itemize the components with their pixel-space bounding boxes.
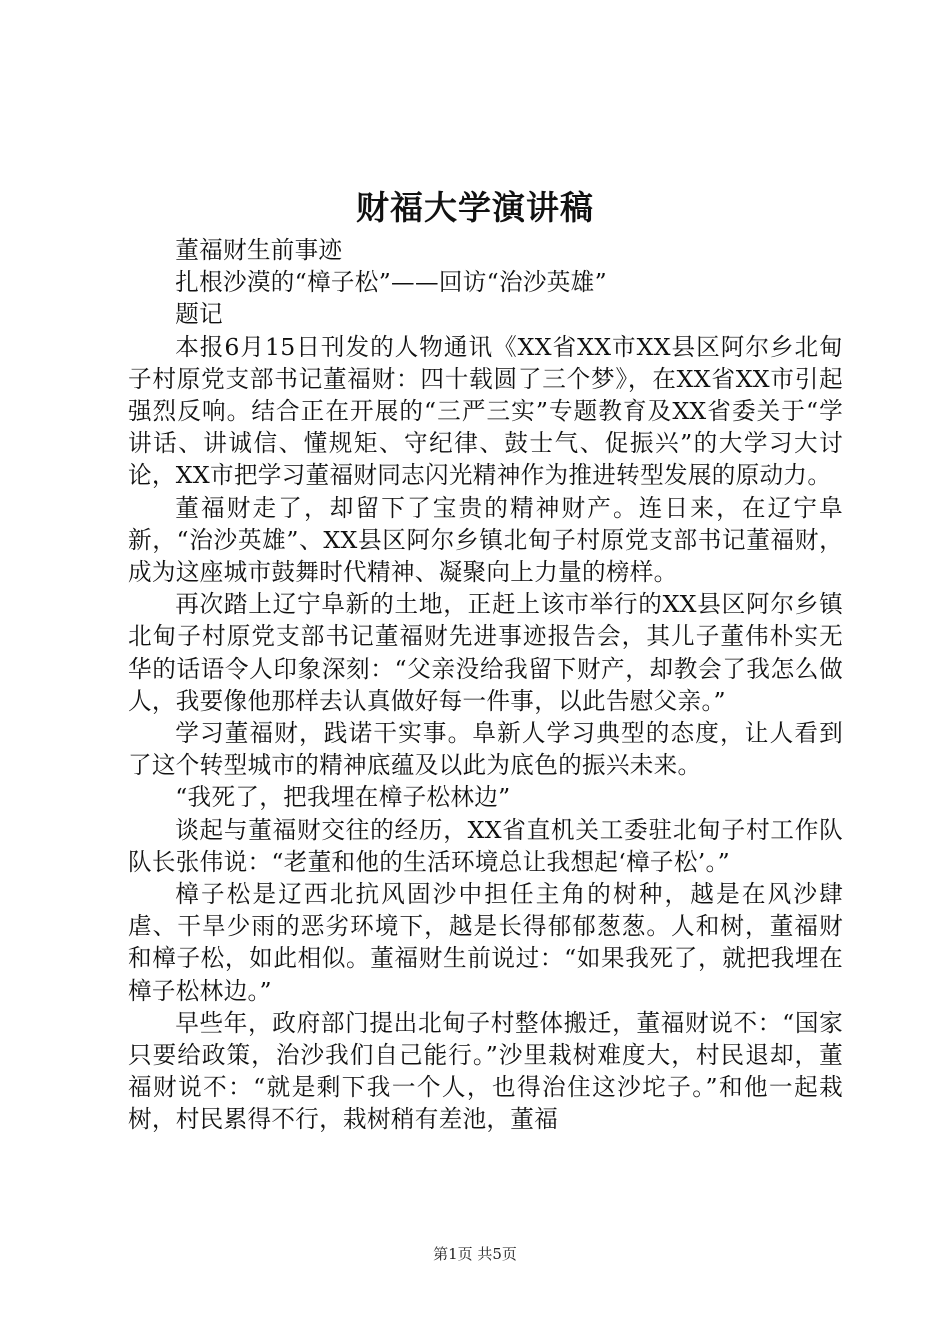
- paragraph-learning: 学习董福财，践诺干实事。阜新人学习典型的态度，让人看到了这个转型城市的精神底蕴及以此为底色的振兴未来。: [128, 719, 843, 780]
- paragraph-report-meeting: 再次踏上辽宁阜新的土地，正赶上该市举行的XX县区阿尔乡镇北甸子村原党支部书记董福财先进事迹报告会，其儿子董伟朴实无华的话语令人印象深刻：“父亲没给我留下财产，却教会了我怎么做人，我要像他那样去认真做好每一件事，以此告慰父亲。”: [128, 590, 843, 715]
- paragraph-heading-deeds: 董福财生前事迹: [175, 236, 343, 264]
- paragraph-zhang-wei: 谈起与董福财交往的经历，XX省直机关工委驻北甸子村工作队队长张伟说：“老董和他的生活环境总让我想起‘樟子松’。”: [128, 815, 843, 876]
- paragraph-epigraph-label: 题记: [175, 300, 223, 329]
- paragraph-subtitle: 扎根沙漠的“樟子松”——回访“治沙英雄”: [175, 268, 607, 297]
- paragraph-section-heading: “我死了，把我埋在樟子松林边”: [175, 783, 511, 812]
- paragraph-intro: 本报6月15日刊发的人物通讯《XX省XX市XX县区阿尔乡北甸子村原党支部书记董福财：四十载圆了三个梦》，在XX省XX市引起强烈反响。结合正在开展的“三严三实”专题教育及XX省委关于“学讲话、讲诚信、懂规矩、守纪律、鼓士气、促振兴”的大学习大讨论，XX市把学习董福财同志闪光精神作为推进转型发展的原动力。: [128, 332, 843, 490]
- paragraph-early-years: 早些年，政府部门提出北甸子村整体搬迁，董福财说不：“国家只要给政策，治沙我们自己能行。”沙里栽树难度大，村民退却，董福财说不：“就是剩下我一个人，也得治住这沙坨子。”和他一起栽树，村民累得不行，栽树稍有差池，董福: [128, 1008, 843, 1134]
- page-number-footer: 第1页 共5页: [433, 1245, 517, 1263]
- document-body: [128, 234, 843, 1136]
- paragraph-legacy: 董福财走了，却留下了宝贵的精神财产。连日来，在辽宁阜新，“治沙英雄”、XX县区阿尔乡镇北甸子村原党支部书记董福财，成为这座城市鼓舞时代精神、凝聚向上力量的榜样。: [128, 493, 843, 587]
- paragraph-pine-tree: 樟子松是辽西北抗风固沙中担任主角的树种，越是在风沙肆虐、干旱少雨的恶劣环境下，越是长得郁郁葱葱。人和树，董福财和樟子松，如此相似。董福财生前说过：“如果我死了，就把我埋在樟子松林边。”: [128, 880, 843, 1005]
- document-title: 财福大学演讲稿: [356, 188, 594, 227]
